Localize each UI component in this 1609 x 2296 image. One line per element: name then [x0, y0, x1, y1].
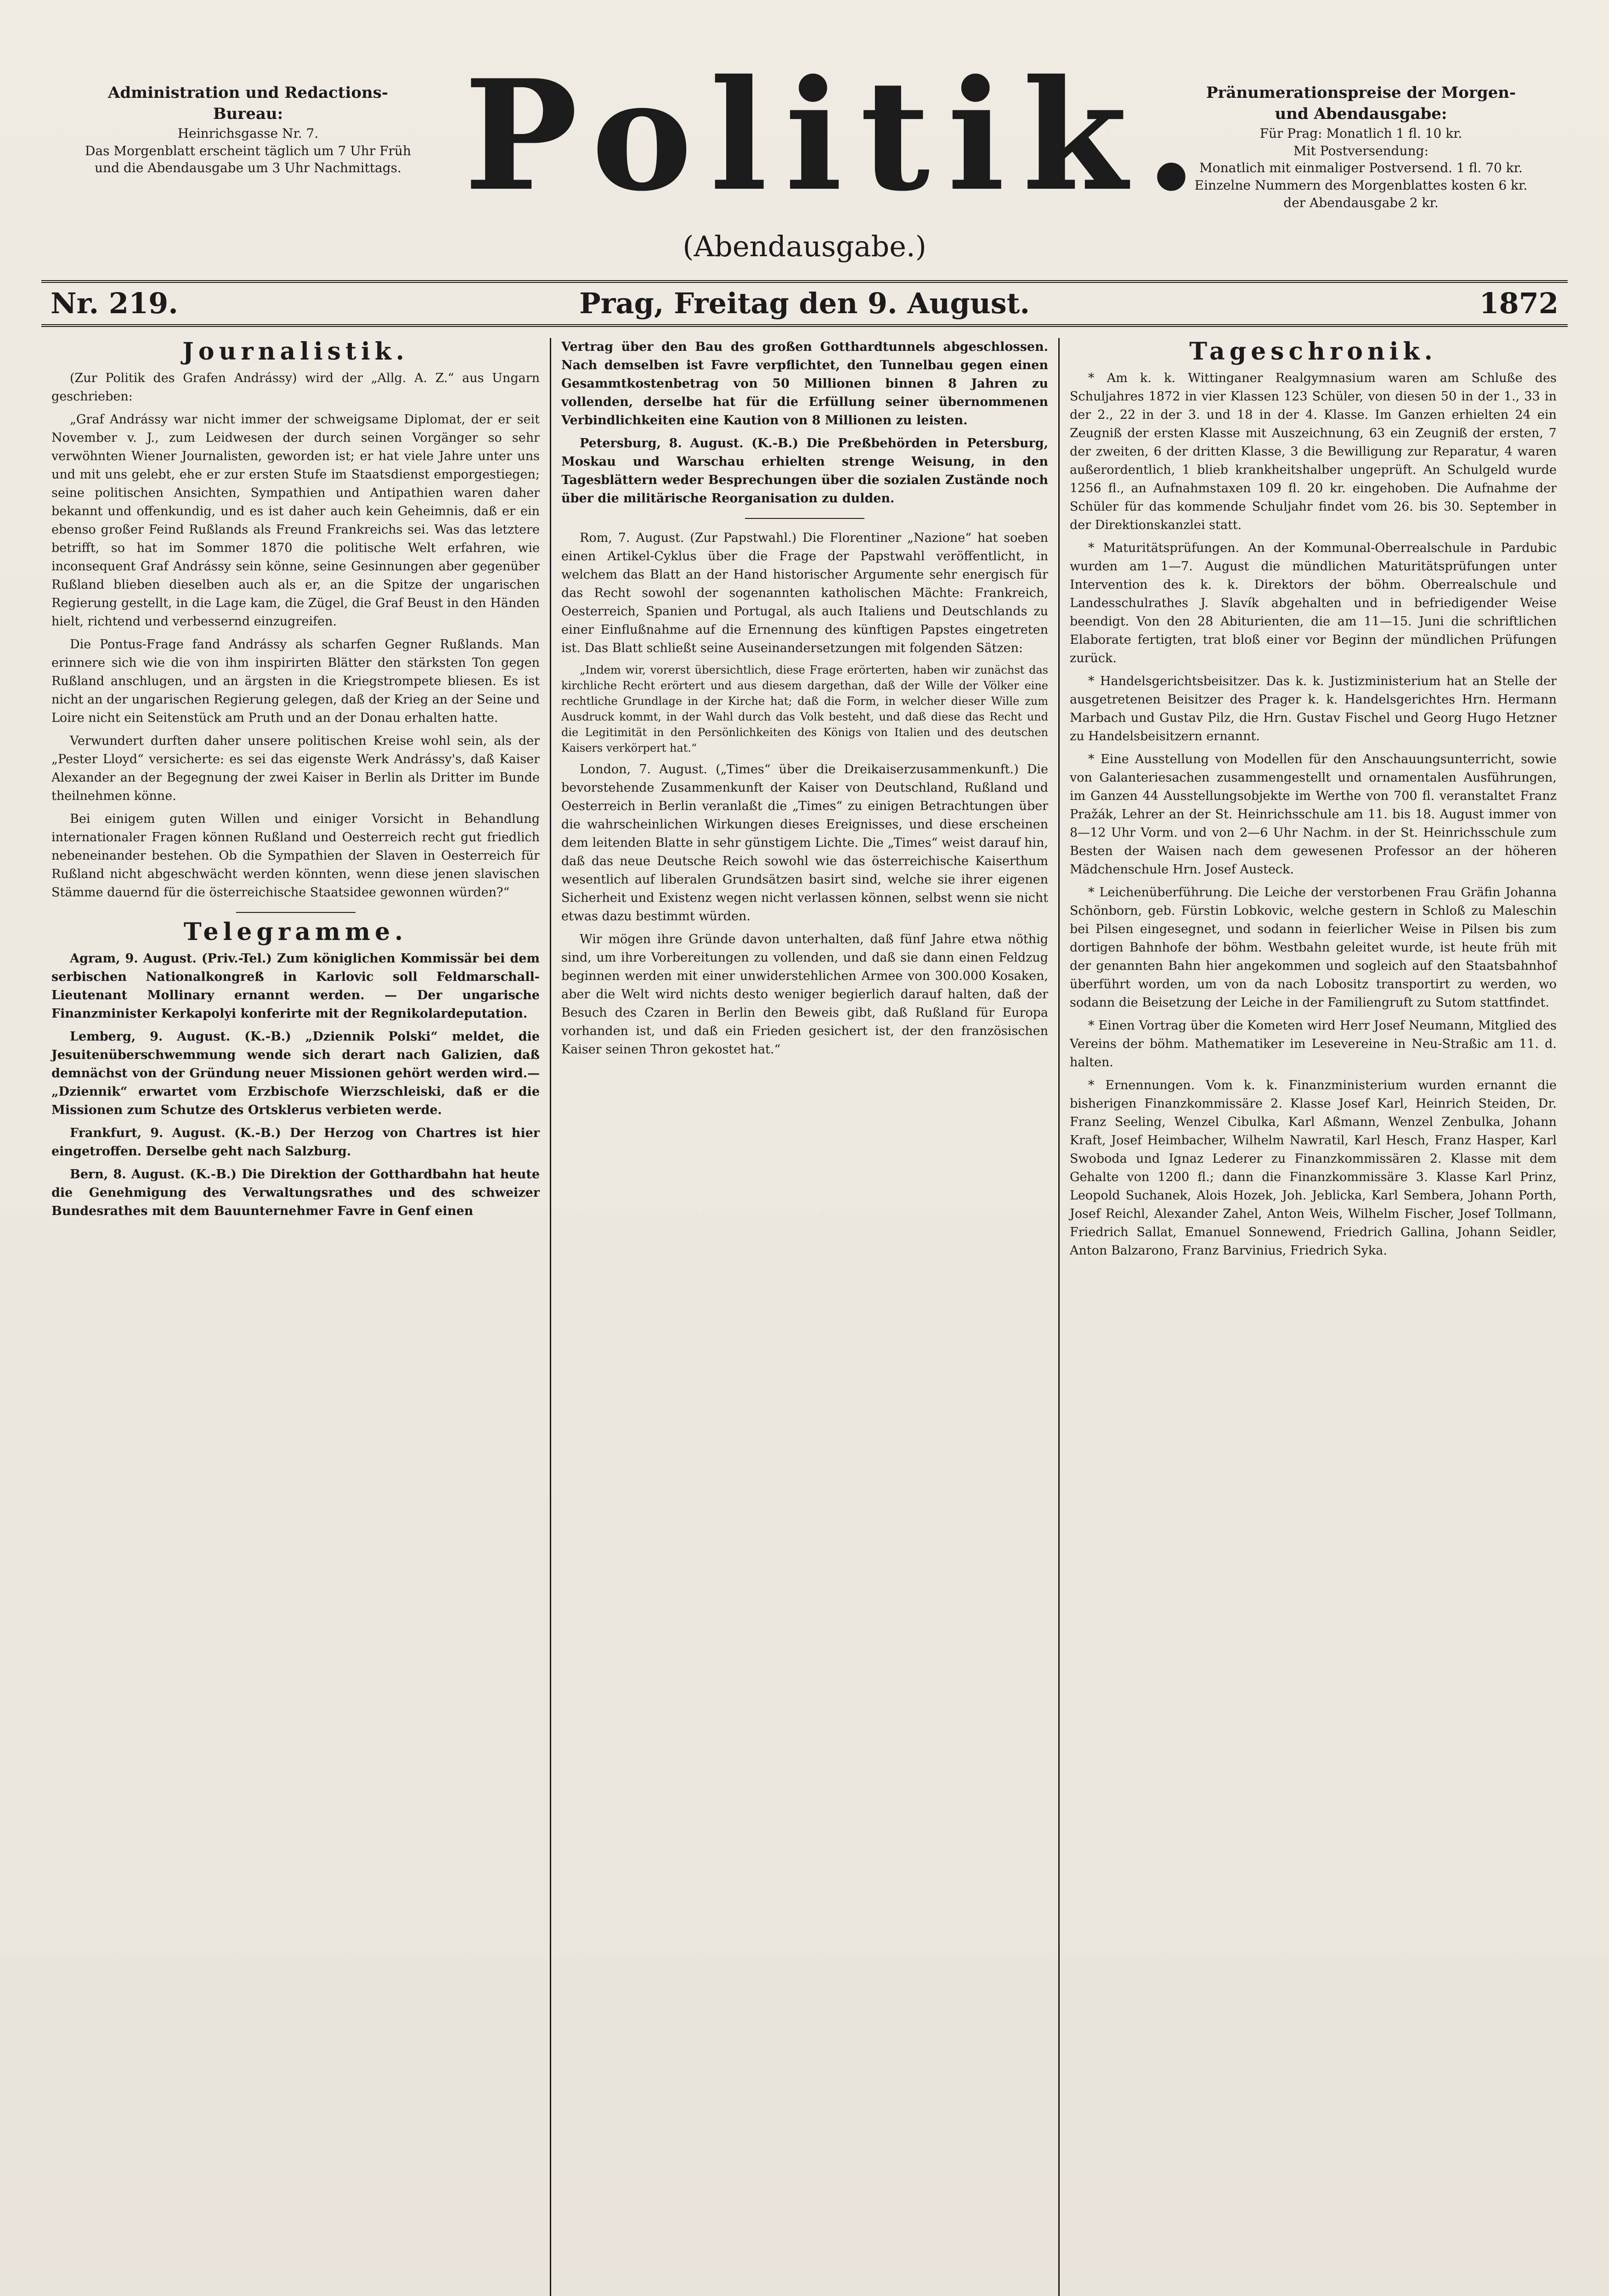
- price-line5: Monatlich mit einmaliger Postversend. 1 fl. 70 kr.: [1199, 160, 1523, 176]
- section-heading-telegramme: Telegramme.: [183, 918, 408, 946]
- admin-line2: Bureau:: [213, 104, 283, 123]
- price-line4: Mit Postversendung:: [1293, 143, 1429, 158]
- divider: [745, 518, 864, 519]
- paragraph: Rom, 7. August. (Zur Papstwahl.) Die Florentiner „Nazione“ hat soeben einen Artikel-Cyklus über die Frage der Papstwahl veröffentlicht, in welchem das Blatt an der Hand historischer Argumente sehr energisch für das Recht sowohl der sogenannten katholischen Mächte: Frankreich, Oesterreich, Spanien und Portugal, als auch Italiens und Deutschlands zu einer Einflußnahme auf die Ernennung des künftigen Papstes eingetreten ist. Das Blatt schließt seine Auseinandersetzungen mit folgenden Sätzen:: [561, 531, 1048, 655]
- section-heading-journalistik: Journalistik.: [182, 338, 409, 366]
- price-line3: Für Prag: Monatlich 1 fl. 10 kr.: [1259, 125, 1462, 141]
- paragraph: Wir mögen ihre Gründe davon unterhalten, daß fünf Jahre etwa nöthig sind, um ihre Vorbereitungen zu vollenden, und daß sie dann einen Feldzug beginnen werden mit einer unwiderstehlichen Armee von 300.000 Kosaken, aber die Welt wird nichts desto weniger begierlich darauf halten, daß der Besuch des Czaren in Berlin den Beweis gibt, daß Rußland für Europa vorhanden ist, und daß ein Frieden gesichert ist, der den französischen Kaiser seinen Thron gekostet hat.“: [561, 932, 1048, 1057]
- issue-year: 1872: [1479, 287, 1558, 320]
- paragraph: Verwundert durften daher unsere politischen Kreise wohl sein, als der „Pester Lloyd“ versicherte: es sei das eigenste Werk Andrássy's, daß Kaiser Alexander an der Begegnung der zwei Kaiser in Berlin als Dritter im Bunde theilnehmen könne.: [51, 734, 540, 803]
- paragraph: (Zur Politik des Grafen Andrássy) wird der „Allg. A. Z.“ aus Ungarn geschrieben:: [51, 371, 540, 404]
- price-line2: und Abendausgabe:: [1275, 104, 1447, 123]
- price-line1: Pränumerationspreise der Morgen-: [1206, 84, 1516, 102]
- admin-line3: Heinrichsgasse Nr. 7.: [177, 125, 319, 141]
- paragraph: „Graf Andrássy war nicht immer der schweigsame Diplomat, der er seit November v. J., zum Leidwesen der durch seinen Vorgänger so sehr verwöhnten Wiener Journalisten, geworden ist; er hat viele Jahre unter uns und mit uns gelebt, ehe er zur ersten Stufe im Staatsdienst emporgestiegen; seine politischen Ansichten, Sympathien und Antipathien waren daher bekannt und offenkundig, und es ist daher auch kein Geheimnis, daß er ein ebenso großer Feind Rußlands als Freund Frankreichs sei. Was das letztere betrifft, so hat im Sommer 1870 die politische Welt erfahren, wie inconsequent Graf Andrássy sein könne, seine Gesinnungen aber gegenüber Rußland blieben dieselben auch als er, an die Spitze der ungarischen Regierung gestellt, in die Lage kam, die Zügel, die Graf Beust in den Händen hielt, richtend und verbessernd einzugreifen.: [51, 412, 540, 629]
- newspaper-title: Politik.: [464, 46, 1215, 225]
- masthead-left-info: [41, 83, 455, 177]
- masthead: [41, 28, 1568, 266]
- paragraph: * Einen Vortrag über die Kometen wird Herr Josef Neumann, Mitglied des Vereins der böhm. Mathematiker im Lesevereine in Neu-Straßic am 11. d. halten.: [1070, 1019, 1557, 1069]
- column-1: [41, 338, 550, 2296]
- paragraph: Petersburg, 8. August. (K.-B.) Die Preßbehörden in Petersburg, Moskau und Warschau erhielten strenge Weisung, in den Tagesblättern weder Besprechungen über die sozialen Zustände noch über die militärische Reorganisation zu dulden.: [561, 436, 1048, 506]
- paragraph: Die Pontus-Frage fand Andrássy als scharfen Gegner Rußlands. Man erinnere sich wie die von ihm inspirirten Blätter den stärksten Ton gegen Rußland anschlugen, und an ärgsten in die Kriegstrompete bliesen. Es ist nicht an der ungarischen Regierung gelegen, daß der Krieg an der Seine und Loire nicht ein Seitenstück am Pruth und an der Donau erhalten hatte.: [51, 637, 540, 725]
- paragraph: * Handelsgerichtsbeisitzer. Das k. k. Justizministerium hat an Stelle der ausgetretenen Beisitzer des Prager k. k. Handelsgerichtes Hrn. Hermann Marbach und Gustav Pilz, die Hrn. Gustav Fischel und Georg Hugo Hetzner zu Handelsbeisitzern ernannt.: [1070, 674, 1557, 743]
- telegram-item: Lemberg, 9. August. (K.-B.) „Dziennik Polski“ meldet, die Jesuitenüberschwemmung wende sich derart nach Galizien, daß demnächst von der Gründung neuer Missionen gehört werden wird.— „Dziennik“ erwartet vom Erzbischofe Wierzschleiski, daß er die Missionen zum Schutze des Ortsklerus verbieten werde.: [51, 1030, 540, 1117]
- paragraph: * Maturitätsprüfungen. An der Kommunal-Oberrealschule in Pardubic wurden am 1—7. August die mündlichen Maturitätsprüfungen unter Intervention des k. k. Direktors der böhm. Oberrealschule und Landesschulrathes J. Slavík abgehalten und in befriedigender Weise beendigt. Von den 28 Abiturienten, die am 11—15. Juni die schriftlichen Elaborate fertigten, trat bloß einer vor Beginn der mündlichen Prüfungen zurück.: [1070, 541, 1557, 665]
- paragraph: Bei einigem guten Willen und einiger Vorsicht in Behandlung internationaler Fragen können Rußland und Oesterreich recht gut friedlich nebeneinander bestehen. Ob die Sympathien der Slaven in Oesterreich für Rußland nicht abgeschwächt werden könnten, wenn diese jenen slavischen Stämme dauernd für die österreichische Staatsidee gewonnen würden?“: [51, 812, 540, 900]
- telegram-item: Agram, 9. August. (Priv.-Tel.) Zum königlichen Kommissär bei dem serbischen Nationalkongreß in Karlovic soll Feldmarschall-Lieutenant Mollinary ernannt werden. — Der ungarische Finanzminister Kerkapolyi konferirte mit der Regnikolardeputation.: [51, 951, 540, 1021]
- edition-subtitle: (Abendausgabe.): [683, 230, 926, 263]
- section-heading-tageschronik: Tageschronik.: [1189, 338, 1437, 366]
- paragraph: Vertrag über den Bau des großen Gotthardtunnels abgeschlossen. Nach demselben ist Favre verpflichtet, den Tunnelbau gegen einen Gesammtkostenbetrag von 50 Millionen binnen 8 Jahren zu vollenden, derselbe hat für die Erfüllung seiner übernommenen Verbindlichkeiten eine Kaution von 8 Millionen zu leisten.: [561, 340, 1048, 428]
- telegram-item: Bern, 8. August. (K.-B.) Die Direktion der Gotthardbahn hat heute die Genehmigung des Verwaltungsrathes und des schweizer Bundesrathes mit dem Bauunternehmer Favre in Genf einen: [51, 1167, 540, 1218]
- place-and-date: Prag, Freitag den 9. August.: [579, 287, 1030, 320]
- admin-line1: Administration und Redactions-: [107, 84, 389, 102]
- column-2: [550, 338, 1058, 2296]
- issue-number: Nr. 219.: [51, 287, 178, 320]
- telegram-item: Frankfurt, 9. August. (K.-B.) Der Herzog von Chartres ist hier eingetroffen. Derselbe geht nach Salzburg.: [51, 1126, 540, 1159]
- price-line7: der Abendausgabe 2 kr.: [1283, 195, 1439, 210]
- column-3: [1058, 338, 1567, 2296]
- price-line6: Einzelne Nummern des Morgenblattes kosten 6 kr.: [1194, 178, 1528, 193]
- dateline: [41, 280, 1568, 327]
- paragraph: * Ernennungen. Vom k. k. Finanzministerium wurden ernannt die bisherigen Finanzkommissäre 2. Klasse Josef Karl, Heinrich Steiden, Dr. Franz Seeling, Wenzel Cibulka, Karl Aßmann, Wenzel Zenbulka, Johann Kraft, Josef Heimbacher, Wilhelm Nawratil, Karl Hesch, Franz Hasper, Karl Swoboda und Ignaz Lederer zu Finanzkommissären 2. Klasse mit dem Gehalte von 1200 fl.; dann die Finanzkommissäre 3. Klasse Karl Prinz, Leopold Suchanek, Alois Hozek, Joh. Jeblicka, Karl Sembera, Johann Porth, Josef Reichl, Alexander Zahel, Anton Weis, Wilhelm Fischer, Josef Tollmann, Friedrich Sallat, Emanuel Sonnewend, Friedrich Gallina, Johann Seidler, Anton Balzarono, Franz Barvinius, Friedrich Syka.: [1070, 1078, 1557, 1258]
- divider: [236, 912, 356, 913]
- paragraph: * Am k. k. Wittinganer Realgymnasium waren am Schluße des Schuljahres 1872 in vier Klassen 123 Schüler, von diesen 50 in der 1., 33 in der 2., 22 in der 3. und 18 in der 4. Klasse. Im Ganzen erhielten 24 ein Zeugniß der ersten Klasse mit Auszeichnung, 63 ein Zeugniß der ersten, 7 der zweiten, 6 der dritten Klasse, 3 die Bewilligung zur Reparatur, 4 waren außerordentlich, 1 blieb krankheitshalber ungeprüft. An Schulgeld wurde 1256 fl., an Aufnahmstaxen 109 fl. 20 kr. eingehoben. Die Aufnahme der Schüler für das kommende Schuljahr findet vom 26. bis 30. September in der Direktionskanzlei statt.: [1070, 371, 1557, 532]
- admin-line5: und die Abendausgabe um 3 Uhr Nachmittags.: [95, 160, 401, 176]
- paragraph: London, 7. August. („Times“ über die Dreikaiserzusammenkunft.) Die bevorstehende Zusammenkunft der Kaiser von Deutschland, Rußland und Oesterreich in Berlin veranlaßt die „Times“ zu einigen Betrachtungen über die wahrscheinlichen Wirkungen dieses Ereignisses, und diese erscheinen dem leitenden Blatte in sehr günstigem Lichte. Die „Times“ weist darauf hin, daß das neue Deutsche Reich sowohl wie das österreichische Kaiserthum wesentlich auf liberalen Grundsätzen basirt sind, welche sie ihrer eigenen Sicherheit und Existenz wegen nicht verlassen können, selbst wenn sie nicht etwas dazu bestimmt würden.: [561, 762, 1048, 923]
- paragraph: * Leichenüberführung. Die Leiche der verstorbenen Frau Gräfin Johanna Schönborn, geb. Fürstin Lobkovic, welche gestern in Schloß zu Maleschin bei Pilsen eingesegnet, und sodann in feierlicher Weise in Pilsen bis zum dortigen Bahnhofe der böhm. Westbahn geleitet wurde, ist heute früh mit der genannten Bahn hier angekommen und sogleich auf den Staatsbahnhof überführt worden, um von da nach Lobositz transportirt zu werden, wo sodann die Beisetzung der Leiche in der Familiengruft zu Sutom stattfindet.: [1070, 885, 1557, 1010]
- quoted-paragraph: „Indem wir, vorerst übersichtlich, diese Frage erörterten, haben wir zunächst das kirchliche Recht erörtert und aus diesem dargethan, daß der Wille der Völker eine rechtliche Grundlage in der Kirche hat; daß die Form, in welcher dieser Wille zum Ausdruck kommt, in der Wahl durch das Volk besteht, und daß diese das Recht und die Legitimität in den Persönlichkeiten des Königs von Italien und des deutschen Kaisers verkörpert hat.“: [561, 664, 1048, 754]
- article-columns: [41, 338, 1568, 2296]
- admin-line4: Das Morgenblatt erscheint täglich um 7 Uhr Früh: [85, 143, 411, 158]
- masthead-right-prices: [1154, 83, 1568, 212]
- paragraph: * Eine Ausstellung von Modellen für den Anschauungsunterricht, sowie von Galanteriesachen zusammengestellt und ornamentalen Ausführungen, im Ganzen 44 Ausstellungsobjekte im Werthe von 700 fl. veranstaltet Franz Pražák, Lehrer an der St. Heinrichsschule am 11. bis 18. August immer von 8—12 Uhr Vorm. und von 2—6 Uhr Nachm. in der St. Heinrichsschule zum Besten der Waisen nach dem gewesenen Professor an der höheren Mädchenschule Hrn. Josef Austeck.: [1070, 752, 1557, 877]
